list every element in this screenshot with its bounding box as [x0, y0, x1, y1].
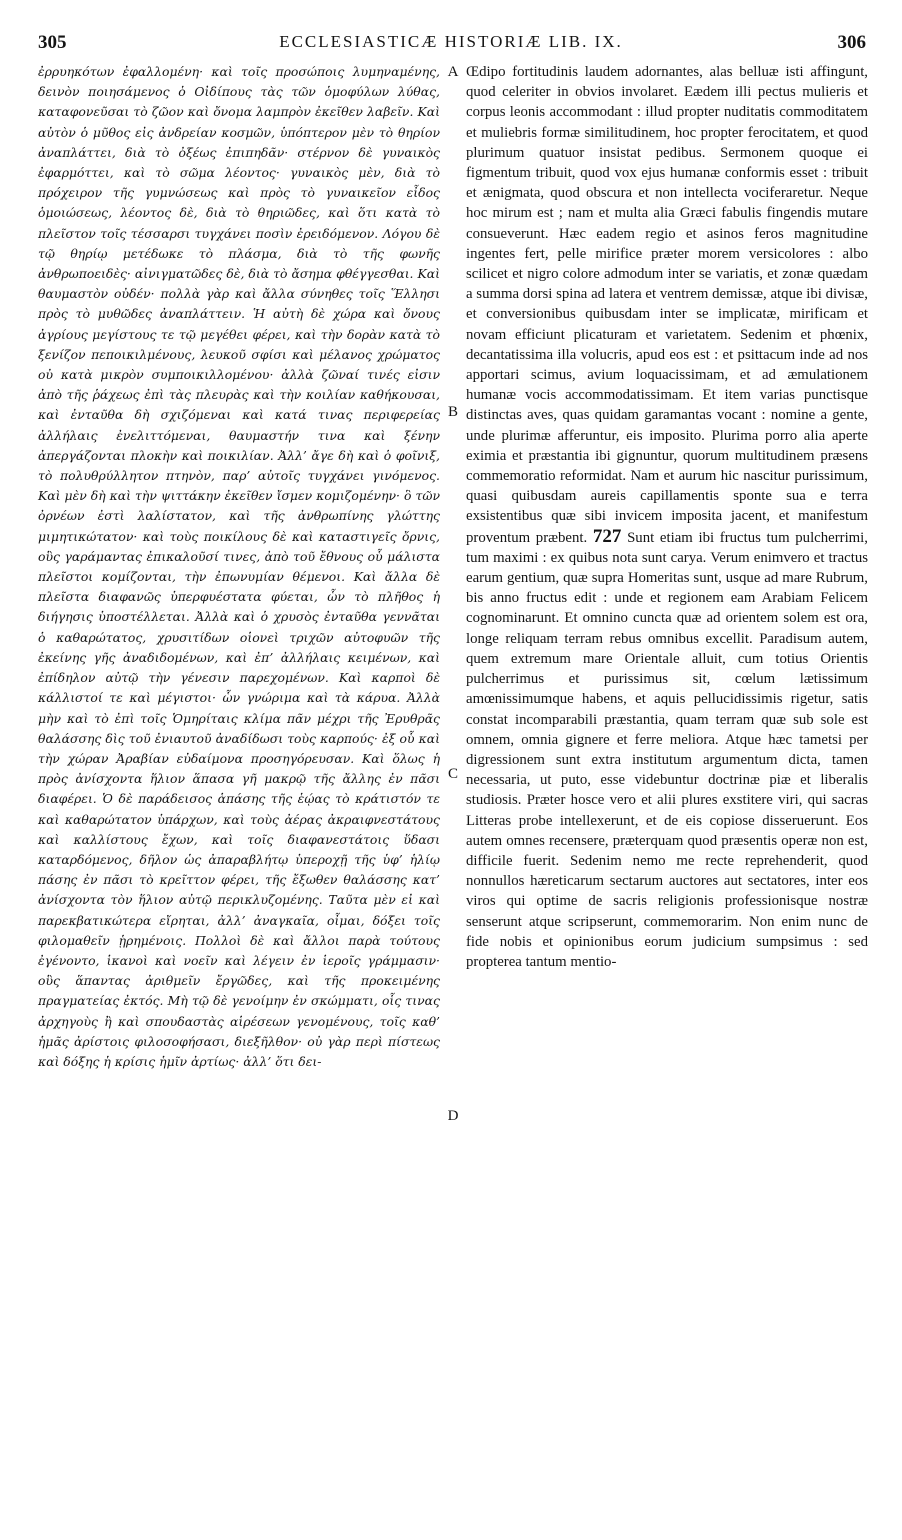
latin-text-before-section: Œdipo fortitudinis laudem adornantes, alas belluæ isti affingunt, quod celeriter in obvios involaret. Eædem illi pectus mulieris et corpus leonis accommodant : illud propter nuditatis commoditatem et muliebris formæ similitudinem, hoc propter ferocitatem, et quod plurimum quatuor insistat pedibus. Sermonem quoque ei figmentum tribuit, quod vox ejus humanæ conformis esset : tribuit et ænigmata, quod obscura et non intellecta vociferaretur. Neque hoc mirum est ; nam et multa alia Græci fabulis fingendis mutare consueverunt. Hæc eadem regio et asinos feros magnitudine ingentes fert, pelle mirifice præter morem versicolores : albo scilicet et nigro colore admodum inter se variatis, et zonæ quædam a summa dorsi spina ad latera et ventrem demissæ, atque ibi divisæ, et conversionibus quibusdam inter se implicatæ, mirificam et novam efficiunt plicaturam et varietatem. Sedenim et phœnix, decantatissima illa volucris, apud eos est : et psittacum inde ad nos apportari scimus, avium loquacissimam, et ad æmulationem humanæ vocis accommodatissimam. Et item varias punctisque distinctas aves, quas quidam garamantas vocant : nomine a gente, unde plurimæ afferuntur, eis imposito. Plurima porro alia aperte eximia et præstantia ibi gignuntur, quorum multitudinem præsens commemoratio reformidat. Nam et aurum hic nascitur purissimum, quasi quibusdam aureis capillamentis sponte sua e terra exsistentibus quæ sibi invicem imposita jacent, et manifestum proventum præbent.	[466, 64, 868, 546]
latin-text-after-section: Sunt etiam ibi fructus tum pulcherrimi, tum maximi : ex quibus nota sunt carya. Verum enimvero et tractus earum gentium, quæ supra Homeritas sunt, usque ad mare Rubrum, bis anno fructus edit : unde et regionem eam Arabiam Felicem cognominarunt. Et omnino cuncta quæ ad orientem solem est ora, longe reliquam terram rebus omnibus excellit. Paradisum autem, quem extremum mare Orientale alluit, cum totius Orientis pulcherrimus et purissimus sit, cœlum lætissimum amœnissimumque habens, et aquis pellucidissimis rigetur, satis constat incomparabili præstantia, quam terram quæ sub sole est omnem, omnia gignere et ferre meliora. Atque hæc tametsi per digressionem sunt extra institutum argumentum dicta, tamen necessaria, ut puto, esse videbuntur doctrinæ piæ et liberalis studiosis. Præter hosce vero et alii plures exstitere viri, qui sacras Litteras probe intellexerunt, et de eis copiose disseruerunt. Eos autem omnes recensere, præterquam quod præsentis operæ non est, difficile fuerit. Sedenim nemo me recte reprehenderit, quod nonnullos hæreticarum sectarum auctores aut sectatores, inter eos viros qui optime de sacris religionis professionisque nostræ senserunt atque scripserunt, commemorarim. Non enim nunc de fide nobis et opinionibus eorum judicium sumpsimus : sed propterea tantum mentio-	[466, 529, 868, 970]
page-header	[0, 26, 902, 56]
margin-marker-b: B	[447, 404, 458, 420]
running-title: ECCLESIASTICÆ HISTORIÆ LIB. IX.	[279, 32, 623, 51]
margin-marker-a: A	[447, 64, 459, 80]
latin-column	[466, 62, 868, 972]
margin-marker-d: D	[447, 1108, 459, 1124]
section-number: 727	[592, 525, 622, 547]
greek-column	[38, 62, 440, 1072]
margin-marker-c: C	[447, 766, 458, 782]
latin-paragraph	[466, 62, 868, 972]
greek-text: ἐρρυηκότων ἐφαλλομένη· καὶ τοῖς προσώποις λυμηναμένης, δεινὸν ποιησάμενος ὁ Οἰδίπους τὰς τῶν ὁμοφύλων λύθας, καταφονεῦσαι τὸ ζῶον καὶ ὄνομα λαμπρὸν ἐκεῖθεν λαβεῖν. Καὶ αὐτὸν ὁ μῦθος εἰς ἀνδρείαν κοσμῶν, ὑπόπτερον μὲν τὸ θηρίον ἀναπλάττει, διὰ τὸ ὀξέως ἐπιπηδᾶν· στέρνον δὲ γυναικὸς ἐφαρμόττει, καὶ τὸ σῶμα λέοντος· γυναικὸς μὲν, διὰ τὸ πρόχειρον τῆς γυμνώσεως καὶ πρὸς τὸ γυναικεῖον εἶδος ὁμοιώσεως, λέοντος δὲ, διὰ τὸ θηριῶδες, καὶ ὅτι κατὰ τὸ πλεῖστον τοῖς τέσσαρσι τυγχάνει ποσὶν ἐρειδόμενον. Λόγου δὲ τῷ θηρίῳ μετέδωκε τὸ πλάσμα, διὰ τὸ τῆς φωνῆς ἀνθρωποειδὲς· αἰνιγματῶδες δὲ, διὰ τὸ ἄσημα φθέγγεσθαι. Καὶ θαυμαστὸν οὐδέν· πολλὰ γὰρ καὶ ἄλλα σύνηθες τοῖς Ἕλλησι πρὸς τὸ μυθῶδες ἀναπλάττειν. Ἡ αὐτὴ δὲ χώρα καὶ ὄνους ἀγρίους μεγίστους τε τῷ μεγέθει φέρει, καὶ τὴν δορὰν κατὰ τὸ ξενίζον πεποικιλμένους, λευκοῦ σφίσι καὶ μέλανος χρώματος οὐ κατὰ μικρὸν συμποικιλλομένου· ἀλλὰ ζῶναί τινές εἰσιν ἀπὸ τῆς ῥάχεως ἐπὶ τὰς πλευρὰς καὶ τὴν κοιλίαν καθήκουσαι, καὶ ἐνταῦθα δὴ σχιζόμεναι καὶ κατά τινας περιφερείας ἀλλήλαις ἐνελιττόμεναι, θαυμαστήν τινα καὶ ξένην ἀπεργάζονται πλοκὴν καὶ ποικιλίαν. Ἀλλ’ ἄγε δὴ καὶ ὁ φοῖνιξ, τὸ πολυθρύλλητον πτηνὸν, παρ’ αὐτοῖς τυγχάνει γινόμενος. Καὶ μὲν δὴ καὶ τὴν ψιττάκην ἐκεῖθεν ἴσμεν κομιζομένην· ὃ τῶν ὀρνέων ἐστὶ λαλίστατον, καὶ τῆς ἀνθρωπίνης γλώττης μιμητικώτατον· καὶ τοὺς ποικίλους δὲ καὶ καταστιγεῖς ὄρνις, οὓς γαράμαντας ἐπικαλοῦσί τινες, ἀπὸ τοῦ ἔθνους οὗ μάλιστα πλεῖστοι κομίζονται, τὴν ἐπωνυμίαν θέμενοι. Καὶ ἄλλα δὲ πλεῖστα διαφανῶς ὑπερφυέστατα φύεται, ὧν τὸ πλῆθος ἡ διήγησις ὑποστέλλεται. Ἀλλὰ καὶ ὁ χρυσὸς ἐνταῦθα γεννᾶται ὁ καθαρώτατος, χρυσιτίδων οἱονεὶ τριχῶν αὐτοφυῶν τῆς ἐκείνης γῆς ἀναδιδομένων, καὶ ἐπ’ ἀλλήλαις κειμένων, καὶ ἐπίδηλον αὐτῷ τὴν γένεσιν παρεχομένων. Καὶ καρποὶ δὲ κάλλιστοί τε καὶ μέγιστοι· ὧν γνώριμα καὶ τὰ κάρυα. Ἀλλὰ μὴν καὶ τὸ ἐπὶ τοῖς Ὁμηρίταις κλίμα πᾶν μέχρι τῆς Ἐρυθρᾶς θαλάσσης δὶς τοῦ ἐνιαυτοῦ ἀναδίδωσι τοὺς καρπούς· ἐξ οὗ καὶ τὴν χώραν Ἀραβίαν εὐδαίμονα προσηγόρευσαν. Καὶ ὅλως ἡ πρὸς ἀνίσχοντα ἥλιον ἅπασα γῆ μακρῷ τῆς ἄλλης ἐν πᾶσι διαφέρει. Ὁ δὲ παράδεισος ἁπάσης τῆς ἑῴας τὸ κράτιστόν τε καὶ καθαρώτατον ὑπάρχων, καὶ τοὺς ἀέρας ἀκραιφνεστάτους καὶ καλλίστους ἔχων, καὶ τοῖς διαφανεστάτοις ὕδασι καταρδόμενος, δῆλον ὡς ἀπαραβλήτῳ ὑπεροχῇ τῆς ὑφ’ ἡλίῳ πάσης ἐν πᾶσι τὸ κρεῖττον φέρει, τῆς ἔξωθεν θαλάσσης κατ’ ἀνίσχοντα τὸν ἥλιον αὐτῷ περικλυζομένης. Ταῦτα μὲν εἰ καὶ παρεκβατικώτερα εἴρηται, ἀλλ’ ἀναγκαῖα, οἶμαι, δόξει τοῖς φιλομαθεῖν ᾑρημένοις. Πολλοὶ δὲ καὶ ἄλλοι παρὰ τούτους ἐγένοντο, ἱκανοὶ καὶ νοεῖν καὶ λέγειν ἐν ἱεροῖς γράμμασιν· οὓς ἅπαντας ἀριθμεῖν ἔργῶδες, καὶ τῆς προκειμένης πραγματείας ἐκτός. Μὴ τῷ δὲ γενοίμην ἐν σκώμματι, οἷς τινας ἀρχηγοὺς ἢ καὶ σπουδαστὰς αἱρέσεων γενομένους, τοῖς καθ’ ἡμᾶς ἀρίστοις φιλοσοφήσασι, διεξῆλθον· οὐ γὰρ περὶ πίστεως καὶ δόξης ἡ κρίσις ἡμῖν ἀρτίως· ἀλλ’ ὅτι δει-	[38, 64, 440, 1069]
page-number-right: 306	[837, 32, 866, 53]
page-number-left: 305	[38, 32, 67, 53]
